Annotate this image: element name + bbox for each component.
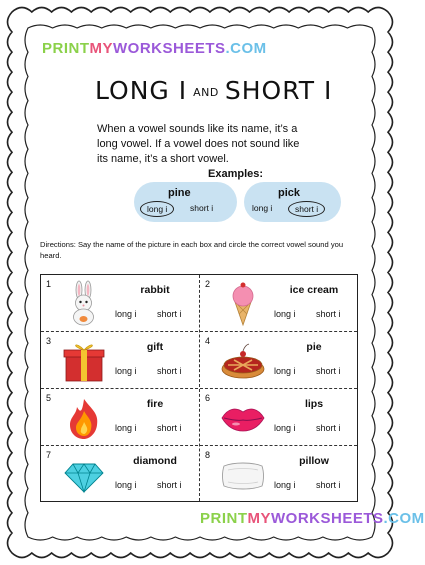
exercise-cell	[41, 446, 200, 503]
title-short-i: SHORT I	[224, 76, 333, 105]
exercise-cell	[200, 275, 359, 332]
examples-label: Examples:	[208, 168, 264, 180]
option-long-i[interactable]: long i	[115, 480, 137, 490]
option-short-i[interactable]: short i	[157, 309, 182, 319]
cell-word: ice cream	[289, 284, 339, 296]
exercise-cell	[41, 275, 200, 332]
cell-number: 3	[46, 336, 52, 346]
option-long-i[interactable]: long i	[115, 309, 137, 319]
cell-word: fire	[146, 398, 164, 410]
cell-word: pillow	[299, 455, 329, 467]
cell-word: lips	[304, 398, 324, 410]
page-title	[95, 76, 332, 105]
option-short-i[interactable]: short i	[316, 423, 341, 433]
gift-icon	[61, 338, 107, 384]
example-pick	[244, 182, 341, 222]
exercise-cell	[200, 446, 359, 503]
option-long-i[interactable]: long i	[274, 480, 296, 490]
cell-word: diamond	[133, 455, 177, 467]
exercise-cell	[41, 389, 200, 446]
pillow-icon	[220, 452, 266, 498]
cell-number: 1	[46, 279, 52, 289]
exercise-cell	[200, 389, 359, 446]
example-option-long-circled: long i	[140, 201, 174, 217]
title-and: AND	[193, 85, 219, 99]
diamond-icon	[61, 452, 107, 498]
cell-number: 4	[205, 336, 211, 346]
option-short-i[interactable]: short i	[157, 423, 182, 433]
cell-word: gift	[146, 341, 164, 353]
cell-number: 6	[205, 393, 211, 403]
option-short-i[interactable]: short i	[316, 309, 341, 319]
option-long-i[interactable]: long i	[115, 366, 137, 376]
exercise-cell	[41, 332, 200, 389]
fire-icon	[61, 395, 107, 441]
pie-icon	[220, 338, 266, 384]
cell-word: rabbit	[140, 284, 170, 296]
option-short-i[interactable]: short i	[157, 480, 182, 490]
title-long-i: LONG I	[95, 76, 188, 105]
cell-number: 5	[46, 393, 52, 403]
option-short-i[interactable]: short i	[316, 480, 341, 490]
cell-number: 7	[46, 450, 52, 460]
intro-text: When a vowel sounds like its name, it’s a long vowel. If a vowel does not sound like its name, it’s a short vowel.	[97, 123, 300, 165]
option-long-i[interactable]: long i	[115, 423, 137, 433]
example-word: pick	[278, 187, 301, 199]
directions-text: Directions: Say the name of the picture in each box and circle the correct vowel sound you heard.	[40, 240, 344, 260]
example-option-short: short i	[190, 203, 214, 213]
site-logo-top: PRINTMYWORKSHEETS.COM	[42, 40, 267, 57]
exercise-cell	[200, 332, 359, 389]
cell-number: 2	[205, 279, 211, 289]
example-word: pine	[168, 187, 191, 199]
site-logo-bottom: PRINTMYWORKSHEETS.COM	[200, 510, 425, 527]
option-long-i[interactable]: long i	[274, 423, 296, 433]
example-pine	[134, 182, 237, 222]
cell-number: 8	[205, 450, 211, 460]
option-long-i[interactable]: long i	[274, 366, 296, 376]
option-short-i[interactable]: short i	[157, 366, 182, 376]
lips-icon	[220, 395, 266, 441]
option-long-i[interactable]: long i	[274, 309, 296, 319]
exercise-grid	[40, 274, 358, 502]
example-option-long: long i	[252, 203, 273, 213]
ice-cream-icon	[220, 281, 266, 327]
cell-word: pie	[306, 341, 322, 353]
option-short-i[interactable]: short i	[316, 366, 341, 376]
rabbit-icon	[61, 281, 107, 327]
example-option-short-circled: short i	[288, 201, 325, 217]
